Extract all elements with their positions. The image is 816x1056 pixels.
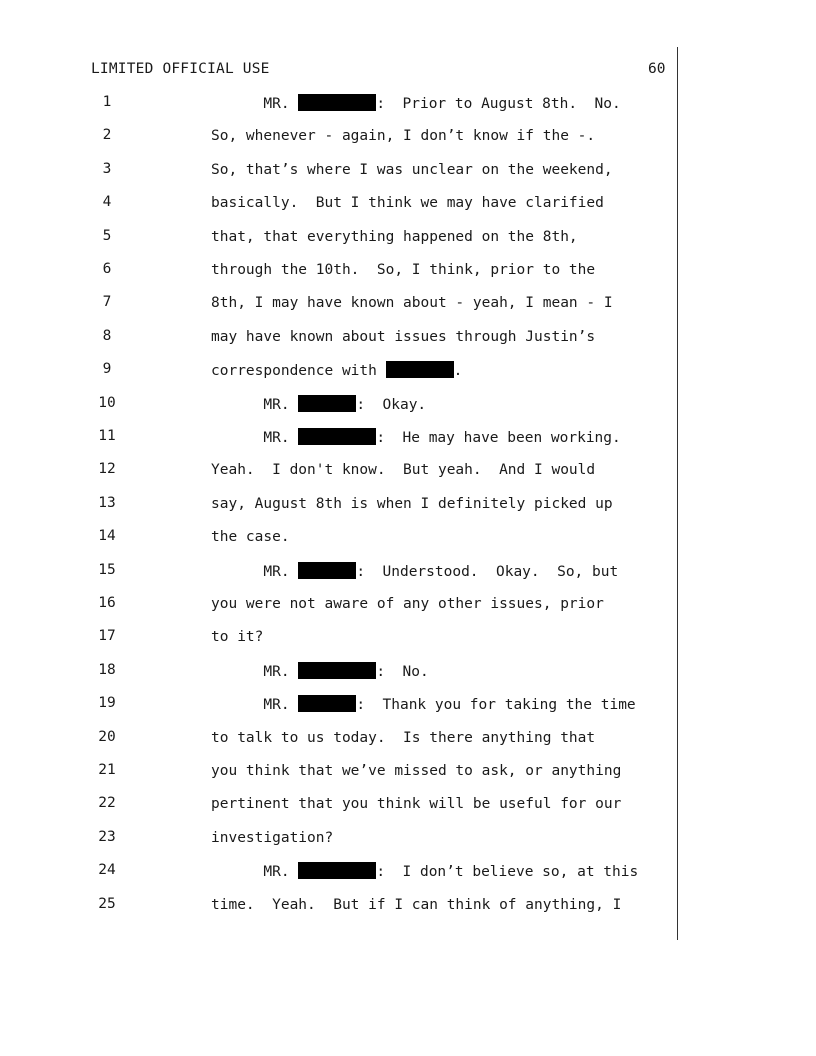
redaction-box: [298, 428, 376, 445]
text-segment: .: [453, 363, 463, 380]
line-text: [211, 228, 578, 246]
transcript-line: [0, 361, 700, 385]
transcript-line: [0, 729, 700, 753]
text-segment: investigation?: [211, 829, 334, 846]
text-segment: you were not aware of any other issues, prior: [211, 596, 604, 612]
redaction-box: [298, 862, 376, 879]
line-number: 1: [102, 94, 112, 110]
line-number: 19: [98, 695, 116, 712]
line-text: [211, 294, 613, 312]
line-text: [211, 328, 595, 346]
line-text: [211, 461, 595, 479]
text-segment: may have known about issues through Justin’s: [211, 328, 596, 345]
line-number: 7: [102, 294, 112, 311]
text-segment: : I don’t believe so, at this: [376, 864, 639, 881]
text-segment: MR.: [211, 663, 299, 680]
transcript-line: [0, 261, 700, 285]
transcript-line: [0, 194, 700, 218]
line-number: 8: [102, 327, 112, 344]
page-number: 60: [648, 61, 666, 77]
line-text: [211, 495, 613, 513]
text-segment: MR.: [211, 396, 299, 413]
redaction-box: [298, 562, 356, 579]
transcript-line: [0, 228, 700, 252]
line-text: [211, 829, 333, 847]
line-text: [211, 261, 595, 279]
transcript-line: [0, 428, 700, 452]
text-segment: time. Yeah. But if I can think of anything, I: [211, 896, 622, 913]
line-text: [211, 862, 638, 881]
transcript-line: [0, 127, 700, 151]
transcript-line: [0, 161, 700, 185]
line-number: 25: [98, 895, 116, 912]
header-classification: LIMITED OFFICIAL USE: [91, 61, 270, 77]
line-number: 13: [98, 494, 116, 511]
transcript-line: [0, 94, 700, 118]
line-number: 10: [98, 394, 116, 411]
line-number: 22: [98, 795, 116, 812]
line-text: [211, 762, 621, 780]
text-segment: : Understood. Okay. So, but: [356, 563, 619, 580]
transcript-line: [0, 495, 700, 519]
redaction-box: [298, 662, 376, 679]
line-number: 21: [98, 762, 116, 778]
line-number: 17: [98, 628, 116, 645]
line-text: [211, 628, 263, 646]
transcript-line: [0, 328, 700, 352]
text-segment: : No.: [376, 663, 429, 680]
text-segment: So, that’s where I was unclear on the weekend,: [211, 161, 613, 178]
line-number: 3: [102, 160, 112, 177]
line-text: [211, 562, 618, 581]
line-text: [211, 361, 462, 380]
line-number: 6: [102, 261, 112, 277]
text-segment: through the 10th. So, I think, prior to the: [211, 262, 596, 278]
line-text: [211, 161, 613, 179]
text-segment: MR.: [211, 864, 299, 881]
text-segment: basically. But I think we may have clarified: [211, 195, 604, 212]
text-segment: : Prior to August 8th. No.: [376, 96, 621, 112]
redaction-box: [298, 395, 356, 412]
line-number: 24: [98, 862, 116, 879]
line-text: [211, 595, 604, 613]
line-number: 14: [98, 528, 116, 545]
transcript-line: [0, 628, 700, 652]
line-number: 9: [102, 361, 112, 378]
line-number: 18: [98, 661, 116, 678]
line-text: [211, 662, 429, 681]
text-segment: that, that everything happened on the 8th,: [211, 228, 578, 245]
transcript-line: [0, 695, 700, 719]
redaction-box: [298, 94, 376, 111]
line-text: [211, 94, 621, 113]
transcript-line: [0, 562, 700, 586]
transcript-line: [0, 662, 700, 686]
transcript-line: [0, 595, 700, 619]
text-segment: you think that we’ve missed to ask, or anything: [211, 763, 622, 779]
transcript-line: [0, 862, 700, 886]
transcript-line: [0, 294, 700, 318]
redaction-box: [298, 695, 356, 712]
text-segment: to it?: [211, 629, 264, 646]
line-text: [211, 127, 595, 145]
text-segment: say, August 8th is when I definitely picked up: [211, 495, 613, 512]
transcript-line: [0, 896, 700, 920]
line-number: 15: [98, 561, 116, 578]
text-segment: MR.: [211, 563, 299, 580]
line-number: 16: [98, 595, 116, 611]
line-text: [211, 528, 290, 546]
line-text: [211, 729, 595, 747]
text-segment: Yeah. I don't know. But yeah. And I would: [211, 462, 596, 479]
line-text: [211, 695, 636, 714]
line-text: [211, 428, 621, 447]
transcript-line: [0, 461, 700, 485]
transcript-line: [0, 762, 700, 786]
text-segment: pertinent that you think will be useful for our: [211, 796, 622, 813]
text-segment: correspondence with: [211, 363, 386, 380]
line-number: 23: [98, 828, 116, 845]
text-segment: So, whenever - again, I don’t know if the -.: [211, 128, 596, 145]
text-segment: MR.: [211, 96, 299, 112]
transcript-line: [0, 829, 700, 853]
line-number: 5: [102, 227, 112, 244]
text-segment: : Okay.: [356, 396, 427, 413]
transcript-line: [0, 795, 700, 819]
text-segment: the case.: [211, 529, 290, 546]
text-segment: : He may have been working.: [376, 430, 621, 446]
line-number: 11: [98, 428, 116, 444]
text-segment: to talk to us today. Is there anything that: [211, 729, 596, 746]
line-number: 12: [98, 461, 116, 478]
line-text: [211, 395, 426, 414]
transcript-line: [0, 395, 700, 419]
redaction-box: [386, 361, 454, 378]
text-segment: MR.: [211, 430, 299, 446]
line-number: 4: [102, 194, 112, 211]
transcript-line: [0, 528, 700, 552]
text-segment: 8th, I may have known about - yeah, I mean - I: [211, 295, 613, 312]
line-text: [211, 896, 621, 914]
line-number: 2: [102, 127, 112, 144]
text-segment: MR.: [211, 697, 299, 714]
line-text: [211, 194, 604, 212]
text-segment: : Thank you for taking the time: [356, 697, 636, 714]
line-number: 20: [98, 728, 116, 745]
line-text: [211, 795, 621, 813]
